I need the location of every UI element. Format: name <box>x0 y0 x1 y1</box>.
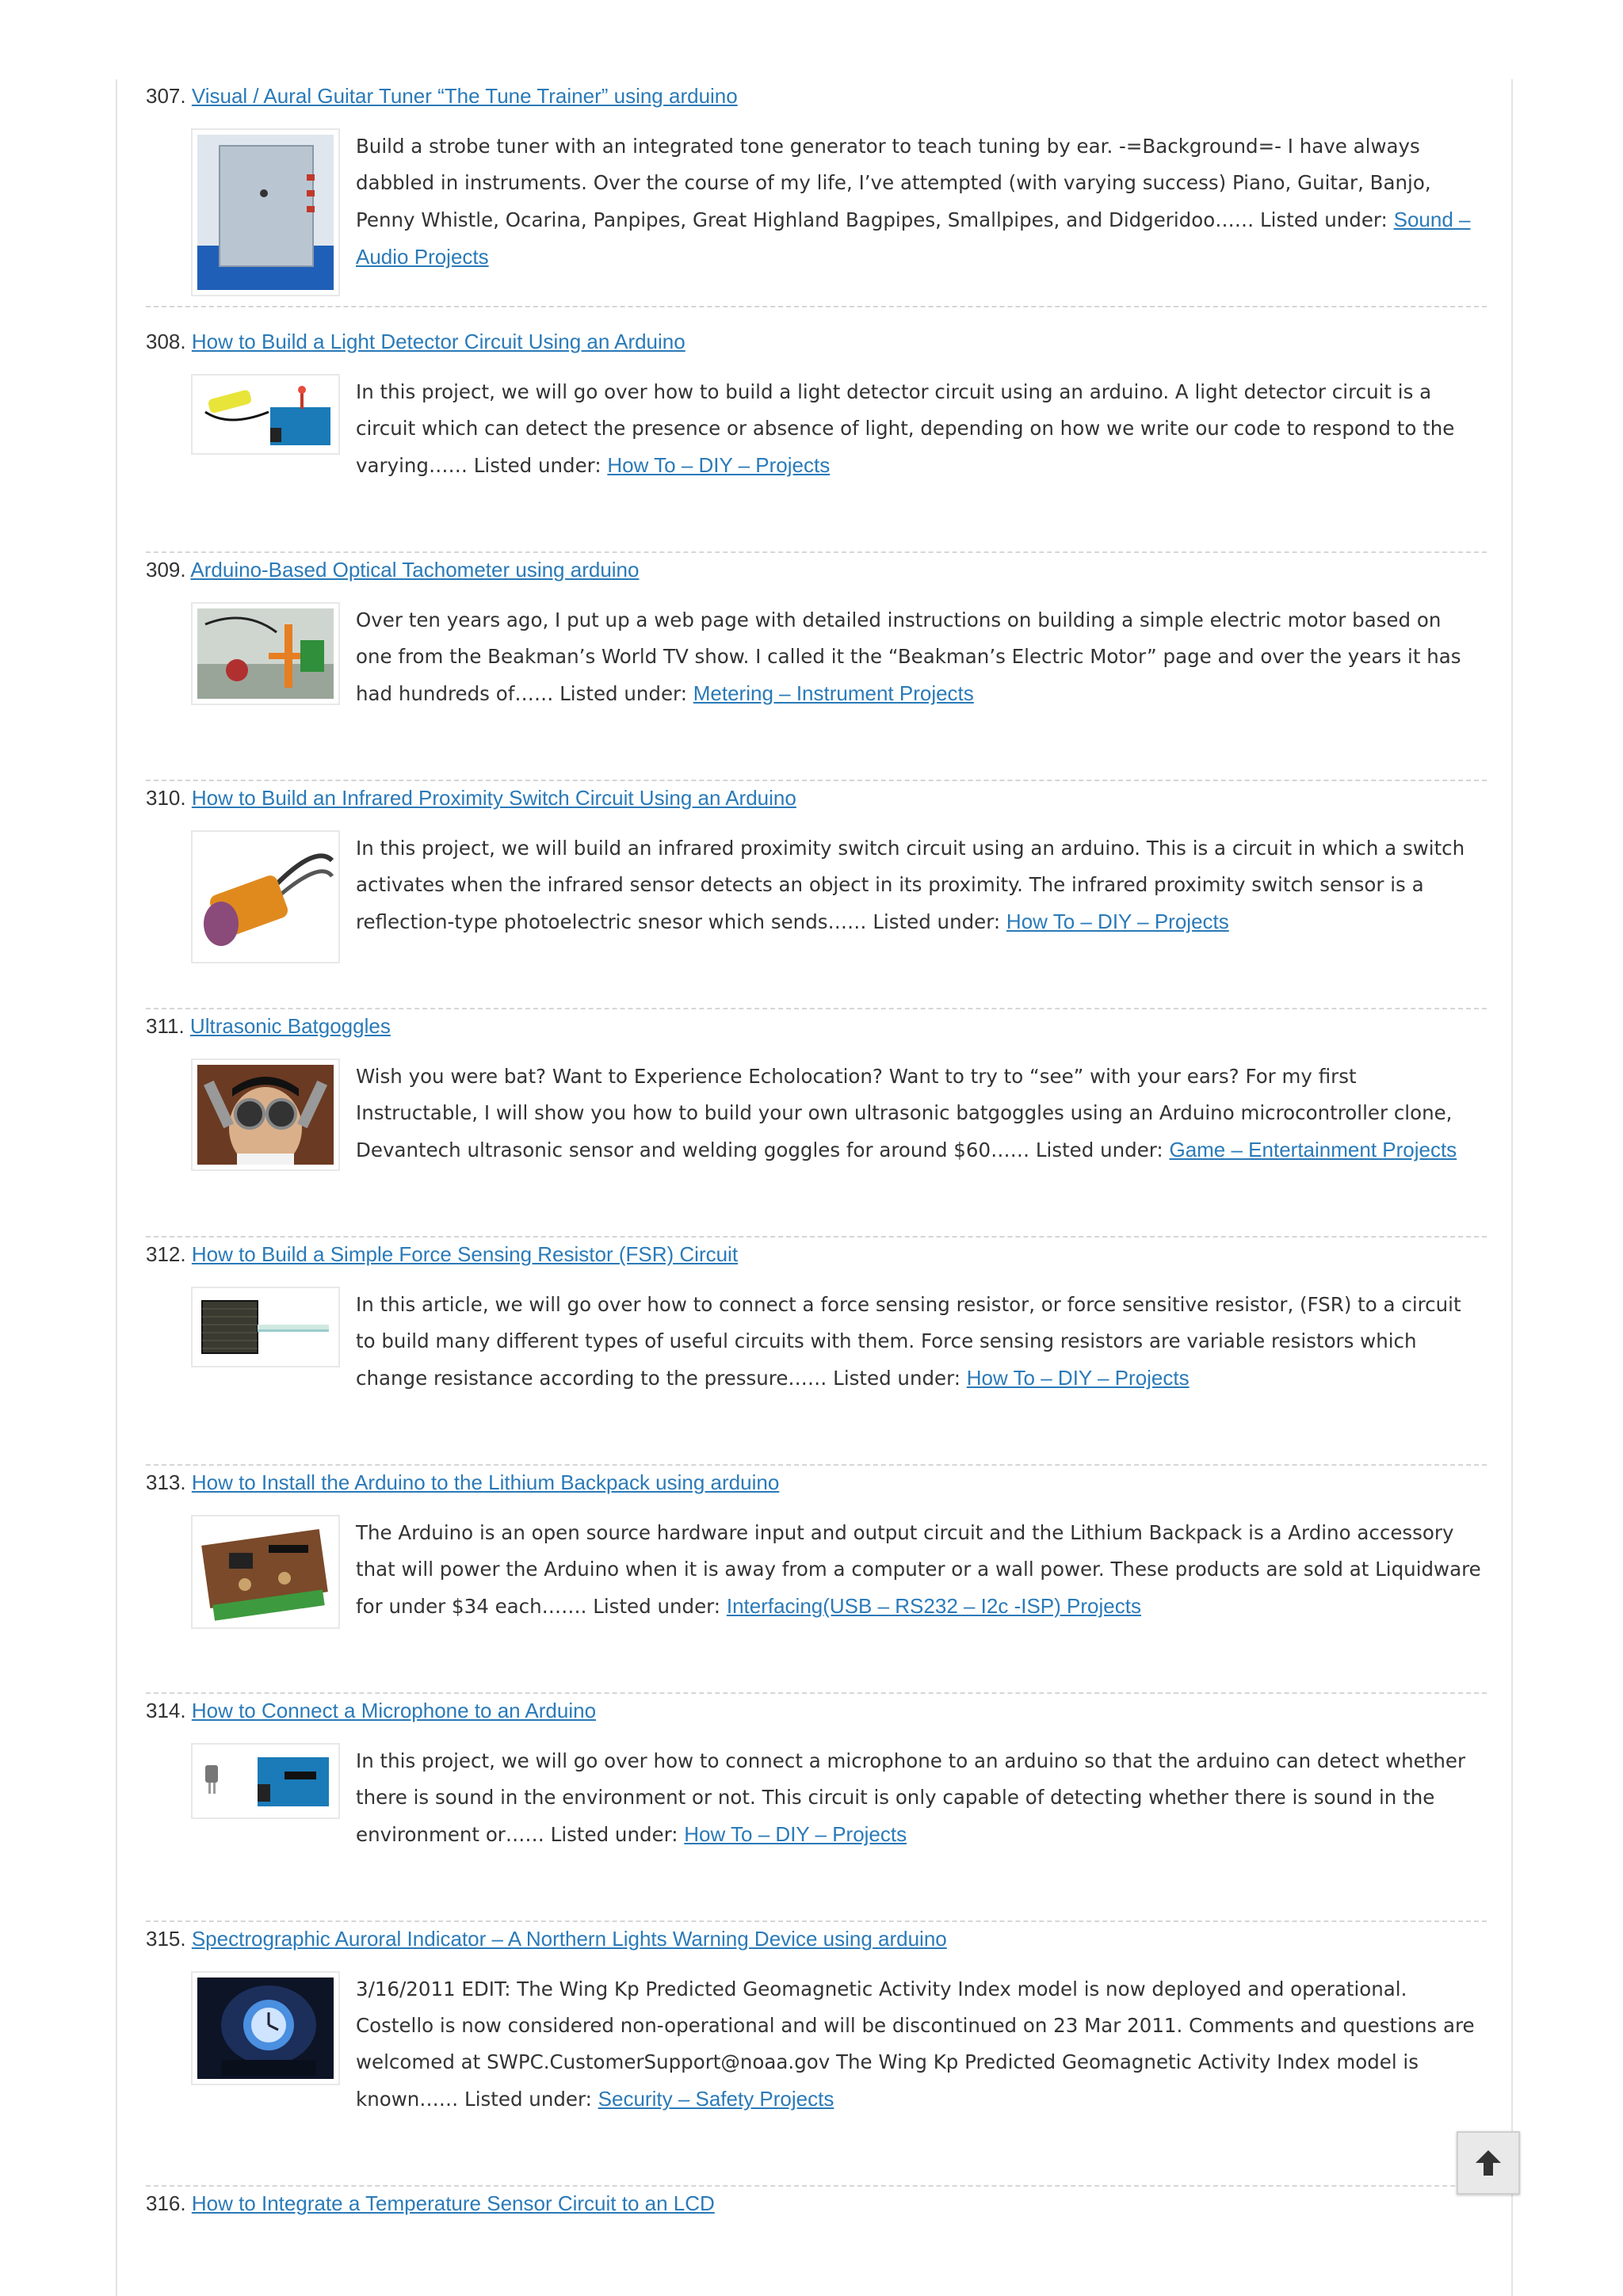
entry-title-row <box>146 784 1487 811</box>
flashlight-arduino-image <box>197 380 334 448</box>
entry-number: 307. <box>146 84 186 108</box>
entry-title-link[interactable]: Ultrasonic Batgoggles <box>189 1014 391 1038</box>
entry-title-row <box>146 328 1487 355</box>
entry-description <box>356 374 1481 484</box>
entry-separator <box>146 1464 1487 1466</box>
thumbnail[interactable] <box>191 1287 340 1367</box>
category-link[interactable]: Security – Safety Projects <box>598 2087 834 2111</box>
entry-number: 315. <box>146 1927 186 1951</box>
entry-title-link[interactable]: How to Build a Light Detector Circuit Using an Arduino <box>191 330 685 353</box>
entry-number: 314. <box>146 1699 186 1722</box>
entry-number: 312. <box>146 1242 186 1266</box>
thumbnail[interactable] <box>191 1515 340 1629</box>
entry-title-row <box>146 1925 1487 1952</box>
lithium-backpack-image <box>197 1521 334 1623</box>
description-text: 3/16/2011 EDIT: The Wing Kp Predicted Geomagnetic Activity Index model is now deployed and operational. Costello is now considered non-operational and will be discontinued on 23 Mar 2011. Comments and questions are welcomed at SWPC.CustomerSupport@noaa.gov The Wing Kp Predicted Geomagnetic Activity Index model is known…… Listed under: <box>356 1978 1475 2111</box>
ir-sensor-image <box>197 837 334 957</box>
entry-title-row <box>146 1697 1487 1724</box>
description-text: In this project, we will go over how to build a light detector circuit using an arduino. A light detector circuit is a circuit which can detect the presence or absence of light, depending on how we write our code to respond to the varying…… Listed under: <box>356 380 1455 477</box>
entry-title-link[interactable]: How to Connect a Microphone to an Arduino <box>191 1699 597 1722</box>
project-entry-309 <box>146 556 1487 705</box>
entry-description <box>356 1058 1481 1169</box>
project-entry-310 <box>146 784 1487 933</box>
microphone-arduino-image <box>197 1749 334 1813</box>
entry-number: 309. <box>146 558 186 582</box>
category-link[interactable]: Game – Entertainment Projects <box>1169 1138 1457 1161</box>
entry-title-row <box>146 82 1487 109</box>
entry-separator <box>146 1920 1487 1922</box>
entry-description <box>356 1971 1481 2118</box>
category-link[interactable]: Sound – Audio Projects <box>356 208 1471 269</box>
project-entry-313 <box>146 1469 1487 1618</box>
entry-title-row <box>146 1469 1487 1496</box>
entry-separator <box>146 551 1487 553</box>
thumbnail[interactable] <box>191 830 340 963</box>
project-entry-315 <box>146 1925 1487 2111</box>
entry-description <box>356 830 1481 940</box>
project-entry-314 <box>146 1697 1487 1846</box>
entry-separator <box>146 306 1487 307</box>
description-text: The Arduino is an open source hardware input and output circuit and the Lithium Backpack is a Ardino accessory that will power the Arduino when it is away from a computer or a wall power. These products are sold at Liquidware for under $34 each……. Listed under: <box>356 1521 1481 1618</box>
entry-separator <box>146 2185 1487 2187</box>
project-entry-308 <box>146 328 1487 477</box>
category-link[interactable]: How To – DIY – Projects <box>966 1366 1190 1390</box>
project-entry-316 <box>146 2190 1487 2217</box>
entry-title-link[interactable]: Visual / Aural Guitar Tuner “The Tune Trainer” using arduino <box>191 84 738 108</box>
entry-number: 310. <box>146 786 186 810</box>
entry-description <box>356 602 1481 712</box>
entry-title-link[interactable]: How to Integrate a Temperature Sensor Circuit to an LCD <box>191 2191 715 2215</box>
entry-title-link[interactable]: How to Build an Infrared Proximity Switch Circuit Using an Arduino <box>191 786 796 810</box>
thumbnail[interactable] <box>191 374 340 455</box>
category-link[interactable]: Metering – Instrument Projects <box>693 681 974 705</box>
thumbnail[interactable] <box>191 602 340 705</box>
entry-title-row <box>146 1241 1487 1268</box>
entry-title-row <box>146 1013 1487 1039</box>
entry-title-row <box>146 2190 1487 2217</box>
description-text: In this project, we will go over how to connect a microphone to an arduino so that the arduino can detect whether there is sound in the environment or not. This circuit is only capable of detecting whether there is sound in the environment or…… Listed under: <box>356 1749 1466 1846</box>
entry-separator <box>146 1236 1487 1238</box>
entry-number: 316. <box>146 2191 186 2215</box>
description-text: Over ten years ago, I put up a web page with detailed instructions on building a simple electric motor based on one from the Beakman’s World TV show. I called it the “Beakman’s Electric Motor” page and over the years it has had hundreds of…… Listed under: <box>356 608 1461 705</box>
entry-description <box>356 128 1481 276</box>
category-link[interactable]: How To – DIY – Projects <box>684 1822 907 1846</box>
entry-number: 308. <box>146 330 186 353</box>
back-to-top-button[interactable] <box>1457 2131 1520 2195</box>
thumbnail[interactable] <box>191 1971 340 2085</box>
project-entry-311 <box>146 1013 1487 1161</box>
entry-description <box>356 1515 1481 1625</box>
entry-title-row <box>146 556 1487 583</box>
thumbnail[interactable] <box>191 1743 340 1819</box>
description-text: In this project, we will build an infrared proximity switch circuit using an arduino. This is a circuit in which a switch activates when the infrared sensor detects an object in its proximity. The infrared proximity switch sensor is a reflection-type photoelectric snesor which sends…… Listed under: <box>356 837 1465 933</box>
arrow-up-icon <box>1472 2147 1504 2179</box>
description-text: In this article, we will go over how to connect a force sensing resistor, or force sensitive resistor, (FSR) to a circuit to build many different types of useful circuits with them. Force sensing resistors are variable resistors which change resistance according to the pressure…… Listed under: <box>356 1293 1461 1390</box>
entry-separator <box>146 780 1487 781</box>
auroral-clock-image <box>197 1978 334 2079</box>
thumbnail[interactable] <box>191 1058 340 1171</box>
batgoggles-image <box>197 1065 334 1165</box>
description-text: Wish you were bat? Want to Experience Echolocation? Want to try to “see” with your ears? For my first Instructable, I will show you how to build your own ultrasonic batgoggles using an Arduino microcontroller clone, Devantech ultrasonic sensor and welding goggles for around $60…… Listed under: <box>356 1065 1453 1161</box>
entry-separator <box>146 1692 1487 1694</box>
entry-description <box>356 1743 1481 1853</box>
description-text: Build a strobe tuner with an integrated tone generator to teach tuning by ear. -=Background=- I have always dabbled in instruments. Over the course of my life, I’ve attempted (with varying success) Piano, Guitar, Banjo, Penny Whistle, Ocarina, Panpipes, Great Highland Bagpipes, Smallpipes, and Didgeridoo…… Listed under: <box>356 135 1431 231</box>
entry-title-link[interactable]: How to Install the Arduino to the Lithium Backpack using arduino <box>191 1470 780 1494</box>
entry-number: 313. <box>146 1470 186 1494</box>
entry-title-link[interactable]: How to Build a Simple Force Sensing Resistor (FSR) Circuit <box>191 1242 739 1266</box>
category-link[interactable]: Interfacing(USB – RS232 – I2c -ISP) Projects <box>726 1594 1141 1618</box>
entry-description <box>356 1287 1481 1397</box>
entry-separator <box>146 1008 1487 1009</box>
project-entry-307 <box>146 82 1487 269</box>
project-entry-312 <box>146 1241 1487 1390</box>
category-link[interactable]: How To – DIY – Projects <box>607 453 831 477</box>
entry-title-link[interactable]: Arduino-Based Optical Tachometer using arduino <box>190 558 640 582</box>
tachometer-image <box>197 608 334 699</box>
category-link[interactable]: How To – DIY – Projects <box>1006 910 1229 933</box>
entry-title-link[interactable]: Spectrographic Auroral Indicator – A Northern Lights Warning Device using arduino <box>191 1927 947 1951</box>
tuner-box-image <box>197 135 334 290</box>
fsr-image <box>197 1293 334 1361</box>
entry-number: 311. <box>146 1014 185 1038</box>
thumbnail[interactable] <box>191 128 340 296</box>
